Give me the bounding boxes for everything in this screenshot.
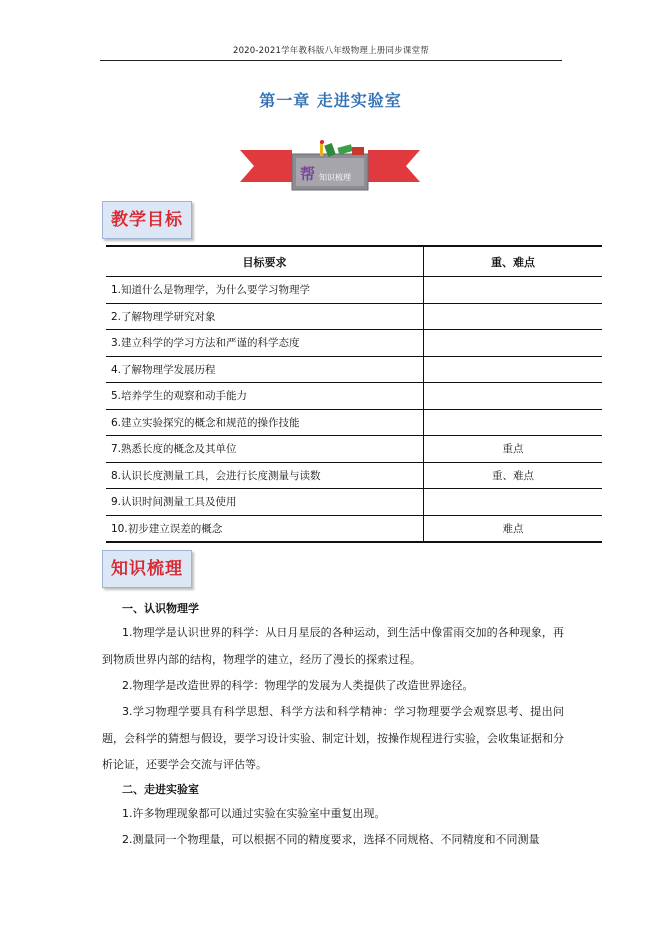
goal-cell: 6.建立实验探究的概念和规范的操作技能 bbox=[106, 409, 424, 436]
goal-cell: 2.了解物理学研究对象 bbox=[106, 303, 424, 330]
part2-paragraph-1: 1.许多物理现象都可以通过实验在实验室中重复出现。 bbox=[122, 807, 386, 820]
key-cell bbox=[424, 303, 603, 330]
table-row bbox=[106, 515, 602, 542]
banner-label: 知识梳理 bbox=[319, 173, 351, 182]
table-row bbox=[106, 356, 602, 383]
table-row bbox=[106, 330, 602, 357]
key-cell bbox=[424, 383, 603, 410]
part1-paragraph-2: 2.物理学是改造世界的科学：物理学的发展为人类提供了改造世界途径。 bbox=[122, 679, 474, 692]
part2-paragraph-2: 2.测量同一个物理量，可以根据不同的精度要求，选择不同规格、不同精度和不同测量 bbox=[122, 833, 540, 846]
goal-cell: 1.知道什么是物理学，为什么要学习物理学 bbox=[106, 277, 424, 304]
teaching-goals-label: 教学目标 bbox=[102, 201, 192, 239]
goal-cell: 3.建立科学的学习方法和严谨的科学态度 bbox=[106, 330, 424, 357]
table-row bbox=[106, 277, 602, 304]
banner-ribbon-icon bbox=[240, 138, 420, 198]
header-key: 重、难点 bbox=[424, 246, 603, 277]
key-cell: 重、难点 bbox=[424, 462, 603, 489]
part1-heading: 一、认识物理学 bbox=[122, 602, 199, 615]
table-row bbox=[106, 436, 602, 463]
header-rule bbox=[100, 60, 562, 61]
chapter-title: 第一章 走进实验室 bbox=[259, 91, 402, 110]
goal-cell: 10.初步建立误差的概念 bbox=[106, 515, 424, 542]
key-cell: 难点 bbox=[424, 515, 603, 542]
goals-table bbox=[106, 245, 602, 543]
goal-cell: 7.熟悉长度的概念及其单位 bbox=[106, 436, 424, 463]
table-row bbox=[106, 462, 602, 489]
page-header: 2020-2021学年教科版八年级物理上册同步课堂帮 bbox=[232, 46, 430, 56]
part2-heading: 二、走进实验室 bbox=[122, 783, 199, 796]
table-row bbox=[106, 409, 602, 436]
key-cell bbox=[424, 277, 603, 304]
goal-cell: 8.认识长度测量工具，会进行长度测量与读数 bbox=[106, 462, 424, 489]
part1-paragraph-1: 1.物理学是认识世界的科学：从日月星辰的各种运动，到生活中像雷雨交加的各种现象，再到物质世界内部的结构，物理学的建立，经历了漫长的探索过程。 bbox=[102, 626, 564, 666]
header-goal: 目标要求 bbox=[106, 246, 424, 277]
goals-table-header bbox=[106, 246, 602, 277]
goal-cell: 9.认识时间测量工具及使用 bbox=[106, 489, 424, 516]
key-cell bbox=[424, 330, 603, 357]
part1-paragraph-3: 3.学习物理学要具有科学思想、科学方法和科学精神：学习物理要学会观察思考、提出问题，会科学的猜想与假设，要学习设计实验、制定计划，按操作规程进行实验，会收集证据和分析论证，还要学会交流与评估等。 bbox=[102, 705, 564, 771]
table-row bbox=[106, 303, 602, 330]
banner-char: 帮 bbox=[300, 165, 316, 183]
key-cell bbox=[424, 409, 603, 436]
key-cell bbox=[424, 489, 603, 516]
knowledge-banner bbox=[240, 138, 420, 198]
key-cell: 重点 bbox=[424, 436, 603, 463]
goal-cell: 5.培养学生的观察和动手能力 bbox=[106, 383, 424, 410]
table-row bbox=[106, 383, 602, 410]
key-cell bbox=[424, 356, 603, 383]
goal-cell: 4.了解物理学发展历程 bbox=[106, 356, 424, 383]
knowledge-review-label: 知识梳理 bbox=[102, 550, 192, 588]
table-row bbox=[106, 489, 602, 516]
